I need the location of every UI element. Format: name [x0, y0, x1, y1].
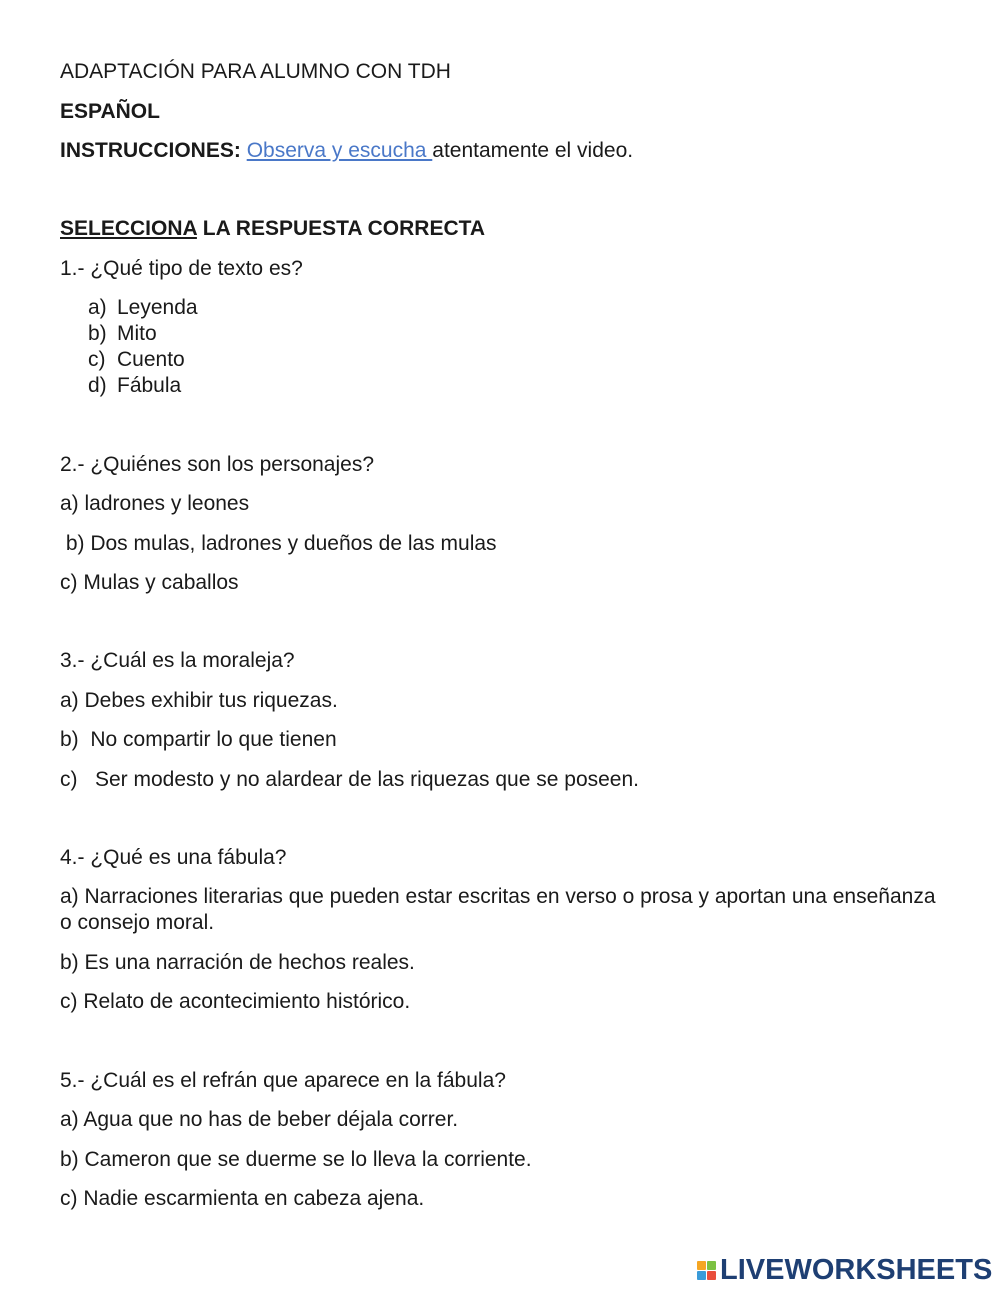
q5-option-c[interactable]: c) Nadie escarmienta en cabeza ajena.: [60, 1187, 425, 1210]
q3-option-b[interactable]: b) No compartir lo que tienen: [60, 728, 337, 751]
instructions-rest: atentamente el video.: [432, 139, 634, 162]
section-select-word: SELECCIONA: [60, 217, 197, 240]
q1-option-c[interactable]: [88, 347, 185, 373]
q2-option-a[interactable]: a) ladrones y leones: [60, 492, 250, 515]
q4-option-a[interactable]: a) Narraciones literarias que pueden estar escritas en verso o prosa y aportan una enseñanza o consejo moral.: [60, 885, 936, 934]
option-text: Fábula: [117, 374, 182, 397]
adaptation-heading: ADAPTACIÓN PARA ALUMNO CON TDH: [60, 60, 451, 83]
q3-option-c[interactable]: c) Ser modesto y no alardear de las riquezas que se poseen.: [60, 768, 639, 791]
logo-block-2: [707, 1261, 716, 1270]
q2-option-b[interactable]: b) Dos mulas, ladrones y dueños de las mulas: [60, 532, 497, 555]
logo-text: LIVEWORKSHEETS: [720, 1254, 993, 1286]
liveworksheets-logo: [697, 1254, 992, 1287]
question-2: 2.- ¿Quiénes son los personajes?: [60, 453, 375, 476]
instructions-link[interactable]: Observa y escucha: [246, 139, 433, 162]
instructions-label: INSTRUCCIONES:: [60, 139, 241, 162]
question-1: 1.- ¿Qué tipo de texto es?: [60, 257, 303, 280]
q4-option-b[interactable]: b) Es una narración de hechos reales.: [60, 951, 415, 974]
option-letter: c): [88, 348, 106, 371]
option-text: Cuento: [117, 348, 185, 371]
q2-option-c[interactable]: c) Mulas y caballos: [60, 571, 239, 594]
logo-block-4: [707, 1271, 716, 1280]
question-5: 5.- ¿Cuál es el refrán que aparece en la fábula?: [60, 1069, 506, 1092]
question-3: 3.- ¿Cuál es la moraleja?: [60, 649, 295, 672]
instructions-line: [60, 138, 633, 164]
q5-option-b[interactable]: b) Cameron que se duerme se lo lleva la corriente.: [60, 1148, 532, 1171]
section-title: [60, 216, 485, 242]
q3-option-a[interactable]: a) Debes exhibir tus riquezas.: [60, 689, 338, 712]
q1-option-a[interactable]: [88, 295, 198, 321]
q1-option-d[interactable]: [88, 373, 181, 399]
q5-option-a[interactable]: a) Agua que no has de beber déjala correr.: [60, 1108, 459, 1131]
option-letter: b): [88, 322, 107, 345]
logo-block-1: [697, 1261, 706, 1270]
q1-option-b[interactable]: [88, 321, 157, 347]
logo-blocks-icon: [697, 1261, 716, 1280]
option-text: Mito: [117, 322, 157, 345]
subject-heading: ESPAÑOL: [60, 100, 160, 123]
q4-option-c[interactable]: c) Relato de acontecimiento histórico.: [60, 990, 411, 1013]
section-select-rest: LA RESPUESTA CORRECTA: [196, 217, 486, 240]
option-text: Leyenda: [117, 296, 198, 319]
logo-block-3: [697, 1271, 706, 1280]
option-letter: a): [88, 296, 107, 319]
question-4: 4.- ¿Qué es una fábula?: [60, 846, 287, 869]
option-letter: d): [88, 374, 107, 397]
